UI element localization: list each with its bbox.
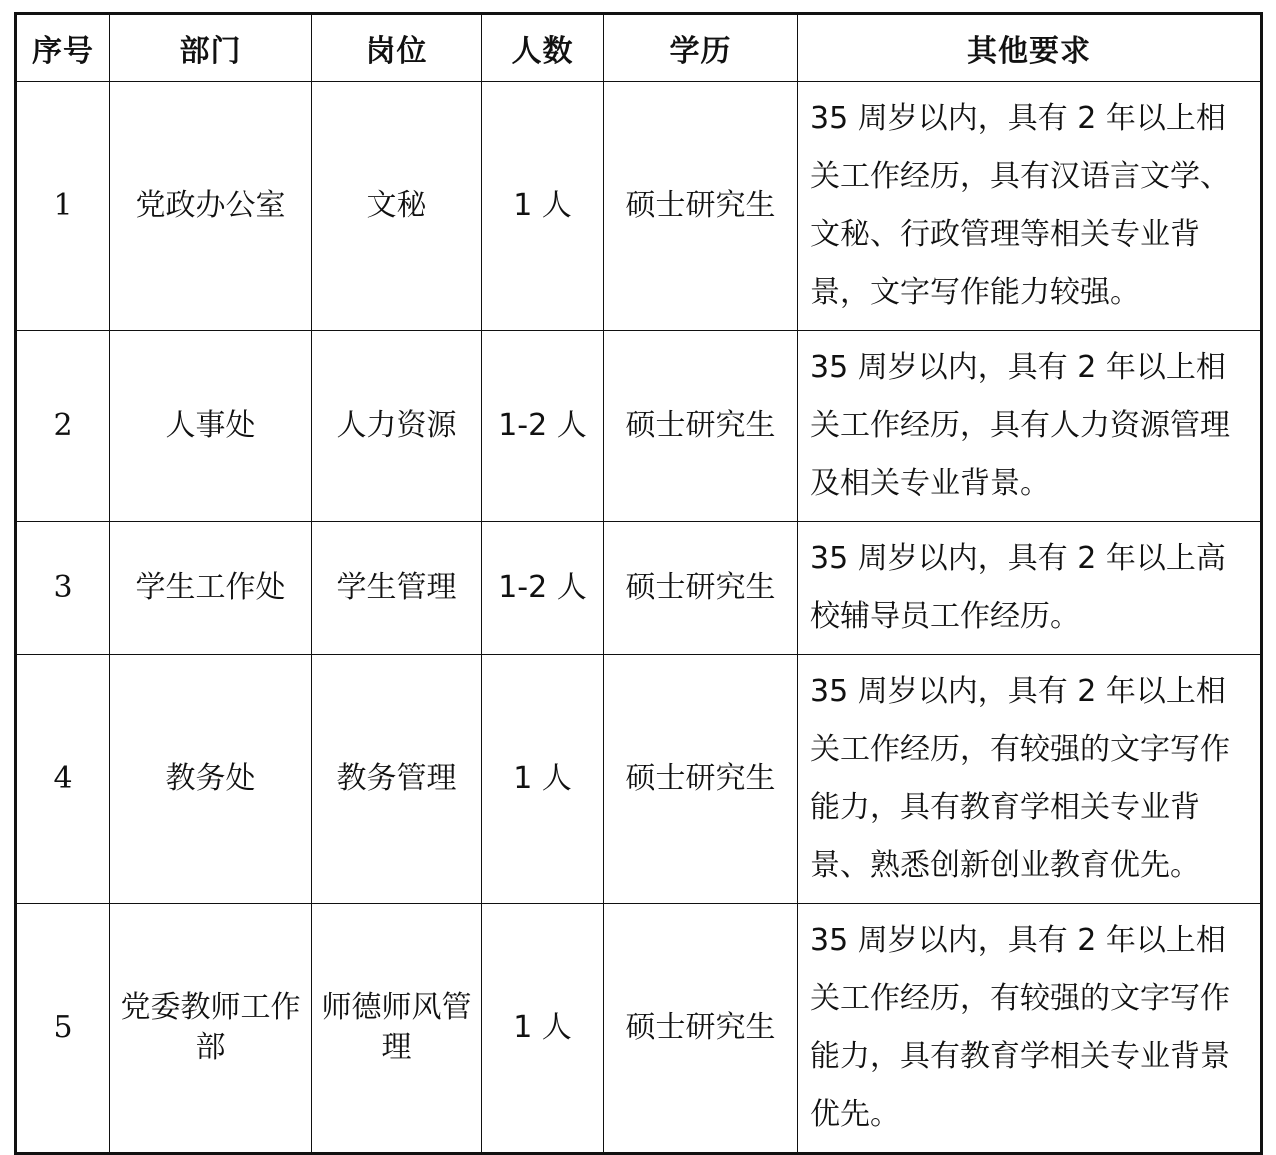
cell-seq: 3: [16, 522, 110, 655]
table-row: [16, 522, 1262, 655]
cell-dept: 党委教师工作部: [110, 904, 312, 1154]
table-row: [16, 331, 1262, 522]
cell-seq: 1: [16, 82, 110, 331]
header-seq: 序号: [16, 14, 110, 82]
cell-edu: 硕士研究生: [604, 82, 798, 331]
cell-post: 文秘: [312, 82, 482, 331]
cell-post: 学生管理: [312, 522, 482, 655]
cell-req: 35 周岁以内，具有 2 年以上高校辅导员工作经历。: [798, 522, 1262, 655]
cell-post: 人力资源: [312, 331, 482, 522]
table-header-row: [16, 14, 1262, 82]
cell-req: 35 周岁以内，具有 2 年以上相关工作经历，具有汉语言文学、文秘、行政管理等相关专业背景，文字写作能力较强。: [798, 82, 1262, 331]
cell-dept: 党政办公室: [110, 82, 312, 331]
cell-req: 35 周岁以内，具有 2 年以上相关工作经历，有较强的文字写作能力，具有教育学相关专业背景、熟悉创新创业教育优先。: [798, 655, 1262, 904]
cell-edu: 硕士研究生: [604, 522, 798, 655]
header-req: 其他要求: [798, 14, 1262, 82]
cell-count: 1-2 人: [482, 331, 604, 522]
header-post: 岗位: [312, 14, 482, 82]
cell-req: 35 周岁以内，具有 2 年以上相关工作经历，具有人力资源管理及相关专业背景。: [798, 331, 1262, 522]
cell-edu: 硕士研究生: [604, 655, 798, 904]
cell-dept: 教务处: [110, 655, 312, 904]
cell-req: 35 周岁以内，具有 2 年以上相关工作经历，有较强的文字写作能力，具有教育学相关专业背景优先。: [798, 904, 1262, 1154]
cell-post: 教务管理: [312, 655, 482, 904]
cell-edu: 硕士研究生: [604, 904, 798, 1154]
header-dept: 部门: [110, 14, 312, 82]
cell-post: 师德师风管理: [312, 904, 482, 1154]
cell-seq: 2: [16, 331, 110, 522]
cell-dept: 人事处: [110, 331, 312, 522]
cell-edu: 硕士研究生: [604, 331, 798, 522]
cell-seq: 5: [16, 904, 110, 1154]
table-row: [16, 904, 1262, 1154]
cell-count: 1 人: [482, 904, 604, 1154]
header-count: 人数: [482, 14, 604, 82]
cell-count: 1-2 人: [482, 522, 604, 655]
cell-count: 1 人: [482, 655, 604, 904]
cell-seq: 4: [16, 655, 110, 904]
recruitment-table: [14, 12, 1263, 1155]
table-row: [16, 82, 1262, 331]
table-row: [16, 655, 1262, 904]
cell-count: 1 人: [482, 82, 604, 331]
header-edu: 学历: [604, 14, 798, 82]
cell-dept: 学生工作处: [110, 522, 312, 655]
